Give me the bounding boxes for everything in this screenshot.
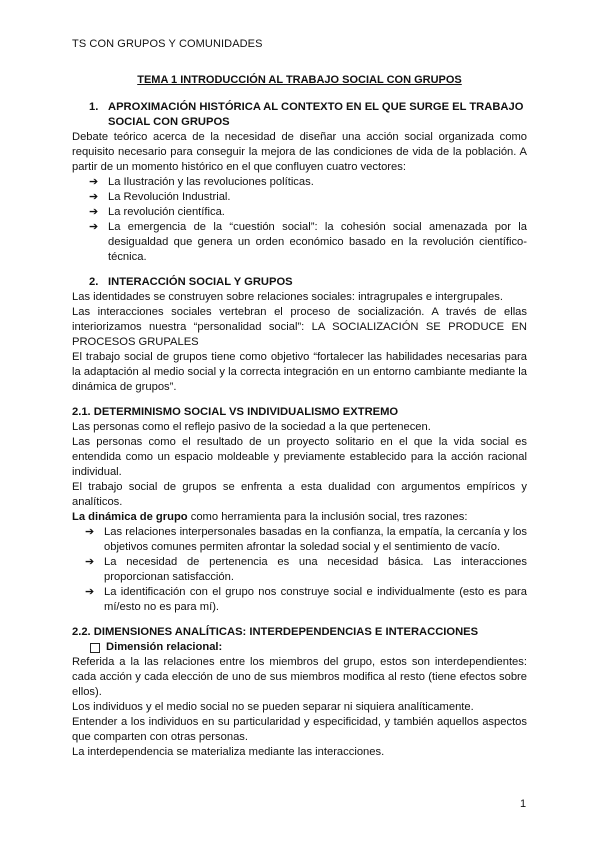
section-2-paragraph: El trabajo social de grupos tiene como objetivo “fortalecer las habilidades necesarias para la adaptación al medio social y la correcta integración en un entorno cambiante mediante la dinámica de grupos”. <box>72 351 527 393</box>
arrow-icon: ➔ <box>89 221 99 233</box>
section-2-number: 2. <box>89 276 99 288</box>
arrow-icon: ➔ <box>85 526 95 538</box>
section-1-number: 1. <box>89 101 99 113</box>
section-2-1-paragraph: Las personas como el reflejo pasivo de la sociedad a la que pertenecen. <box>72 421 431 433</box>
section-2-1-heading: 2.1. DETERMINISMO SOCIAL VS INDIVIDUALISMO EXTREMO <box>72 406 399 418</box>
arrow-icon: ➔ <box>85 586 95 598</box>
arrow-icon: ➔ <box>89 206 99 218</box>
section-1-title: APROXIMACIÓN HISTÓRICA AL CONTEXTO EN EL QUE SURGE EL TRABAJO SOCIAL CON GRUPOS <box>108 101 524 128</box>
section-2-paragraph: Las identidades se construyen sobre relaciones sociales: intragrupales e intergrupales. <box>72 291 503 303</box>
dimension-subheading: Dimensión relacional: <box>72 640 527 655</box>
list-item: ➔ La Revolución Industrial. <box>89 191 231 203</box>
section-2-2-paragraph: La interdependencia se materializa mediante las interacciones. <box>72 746 385 758</box>
document-title: TEMA 1 INTRODUCCIÓN AL TRABAJO SOCIAL CON GRUPOS <box>137 74 462 86</box>
section-2-2-paragraph: Referida a la las relaciones entre los miembros del grupo, estos son interdependientes: cada acción y cada elección de uno de sus miembros modifica al resto (tiene efectos sobre ellos). <box>72 656 527 698</box>
section-2-2-heading: 2.2. DIMENSIONES ANALÍTICAS: INTERDEPENDENCIAS E INTERACCIONES <box>72 626 479 638</box>
section-1-list <box>72 175 527 265</box>
list-item: ➔ La revolución científica. <box>89 206 225 218</box>
section-2-1-paragraph: La dinámica de grupo como herramienta para la inclusión social, tres razones: <box>72 511 468 523</box>
section-2-1-list <box>72 525 527 615</box>
section-1-heading <box>72 100 527 130</box>
section-2-1-paragraph: Las personas como el resultado de un proyecto solitario en el que la vida social es entendida como un espacio moldeable y previamente establecido para la acción racional individual. <box>72 436 527 478</box>
list-item: ➔ Las relaciones interpersonales basadas en la confianza, la empatía, la cercanía y los objetivos comunes permiten afrontar la soledad social y el sentimiento de vacío. <box>85 526 527 553</box>
arrow-icon: ➔ <box>85 556 95 568</box>
section-2-2-paragraph: Entender a los individuos en su particularidad y especificidad, y también aquellos aspectos que comparten con otras personas. <box>72 716 527 743</box>
section-2-2-paragraph: Los individuos y el medio social no se pueden separar ni siquiera analíticamente. <box>72 701 474 713</box>
section-1-paragraph: Debate teórico acerca de la necesidad de diseñar una acción social organizada como requisito necesario para conseguir la mejora de las condiciones de vida de la población. A partir de un momento histórico en el que confluyen cuatro vectores: <box>72 131 527 173</box>
section-2-1-paragraph: El trabajo social de grupos se enfrenta a esta dualidad con argumentos empíricos y analíticos. <box>72 481 527 508</box>
section-2-paragraph: Las interacciones sociales vertebran el proceso de socialización. A través de ellas interiorizamos nuestra “personalidad social”: LA SOCIALIZACIÓN SE PRODUCE EN PROCESOS GRUPALES <box>72 306 527 348</box>
list-item: ➔ La Ilustración y las revoluciones políticas. <box>89 176 314 188</box>
section-2-title: INTERACCIÓN SOCIAL Y GRUPOS <box>108 276 293 288</box>
checkbox-icon <box>90 643 100 653</box>
bold-term: La dinámica de grupo <box>72 511 188 523</box>
list-item: ➔ La identificación con el grupo nos construye social e individualmente (esto es para mí/esto no es para mí). <box>85 586 527 613</box>
page-header: TS CON GRUPOS Y COMUNIDADES <box>72 38 263 50</box>
page-number: 1 <box>520 798 527 810</box>
list-item: ➔ La emergencia de la “cuestión social”: la cohesión social amenazada por la desigualdad que genera un orden económico basado en la revolución científico-técnica. <box>89 221 527 263</box>
list-item: ➔ La necesidad de pertenencia es una necesidad básica. Las interacciones proporcionan satisfacción. <box>85 556 527 583</box>
section-2-heading <box>72 275 527 290</box>
arrow-icon: ➔ <box>89 176 99 188</box>
arrow-icon: ➔ <box>89 191 99 203</box>
page-content <box>72 73 527 760</box>
